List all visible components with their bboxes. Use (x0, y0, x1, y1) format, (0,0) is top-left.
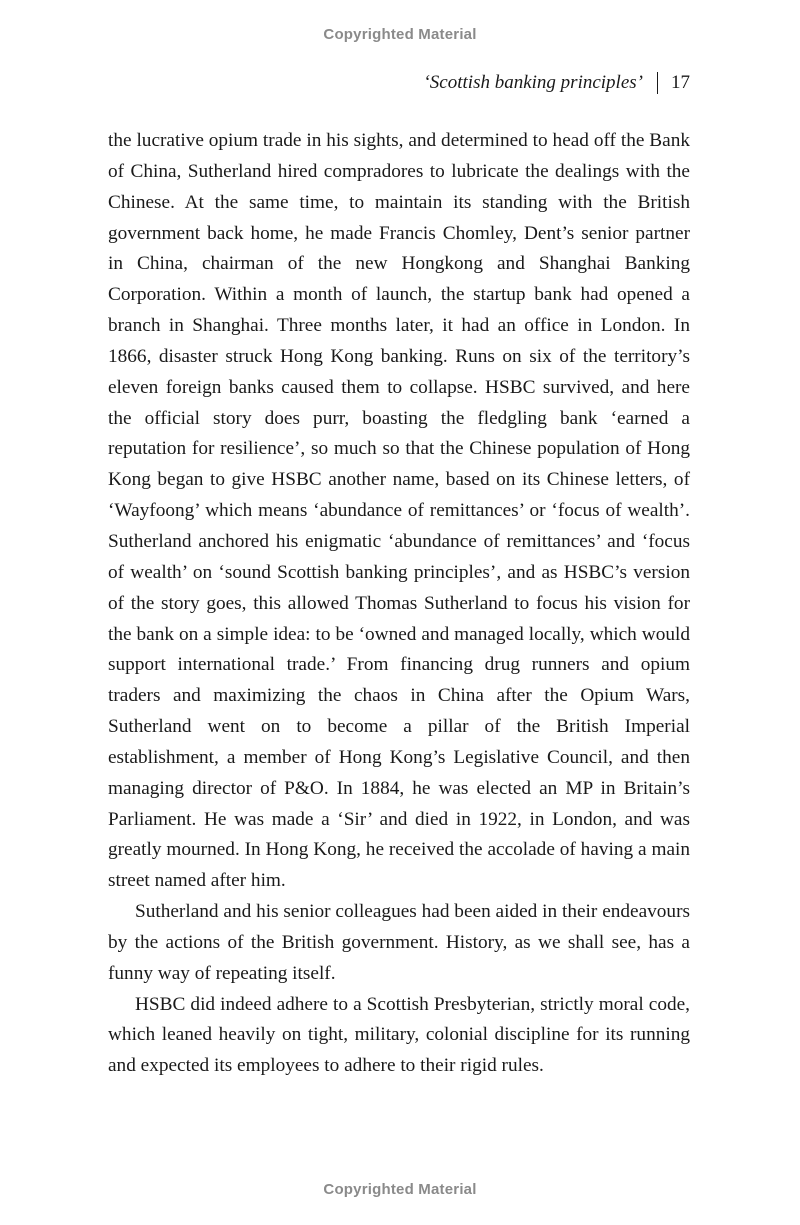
chapter-title: ‘Scottish banking principles’ (423, 72, 643, 93)
paragraph-3: HSBC did indeed adhere to a Scottish Presbyterian, strictly moral code, which leaned heavily on tight, military, colonial discipline for its running and expected its employees to adhere to their rigid rules. (108, 993, 690, 1077)
copyright-watermark-bottom: Copyrighted Material (323, 1181, 477, 1198)
header-divider (657, 72, 658, 94)
running-head (423, 72, 690, 94)
copyright-watermark-top: Copyrighted Material (323, 26, 477, 43)
body-text (108, 126, 690, 1082)
paragraph-1: the lucrative opium trade in his sights, and determined to head off the Bank of China, Sutherland hired compradores to lubricate the dealings with the Chinese. At the same time, to maintain its standing with the British government back home, he made Francis Chomley, Dent’s senior partner in China, chairman of the new Hongkong and Shanghai Banking Corporation. Within a month of launch, the startup bank had opened a branch in Shanghai. Three months later, it had an office in London. In 1866, disaster struck Hong Kong banking. Runs on six of the territory’s eleven foreign banks caused them to collapse. HSBC survived, and here the official story does purr, boasting the fledgling bank ‘earned a reputation for resilience’, so much so that the Chinese population of Hong Kong began to give HSBC another name, based on its Chinese letters, of ‘Wayfoong’ which means ‘abundance of remittances’ or ‘focus of wealth’. Sutherland anchored his enigmatic ‘abundance of remittances’ and ‘focus of wealth’ on ‘sound Scottish banking principles’, and as HSBC’s version of the story goes, this allowed Thomas Sutherland to focus his vision for the bank on a simple idea: to be ‘owned and managed locally, which would support international trade.’ From financing drug runners and opium traders and maximizing the chaos in China after the Opium Wars, Sutherland went on to become a pillar of the British Imperial establishment, a member of Hong Kong’s Legislative Council, and then managing director of P&O. In 1884, he was elected an MP in Britain’s Parliament. He was made a ‘Sir’ and died in 1922, in London, and was greatly mourned. In Hong Kong, he received the accolade of having a main street named after him. (108, 130, 690, 892)
paragraph-2: Sutherland and his senior colleagues had been aided in their endeavours by the actions of the British government. History, as we shall see, has a funny way of repeating itself. (108, 901, 690, 984)
page-number: 17 (671, 72, 690, 93)
